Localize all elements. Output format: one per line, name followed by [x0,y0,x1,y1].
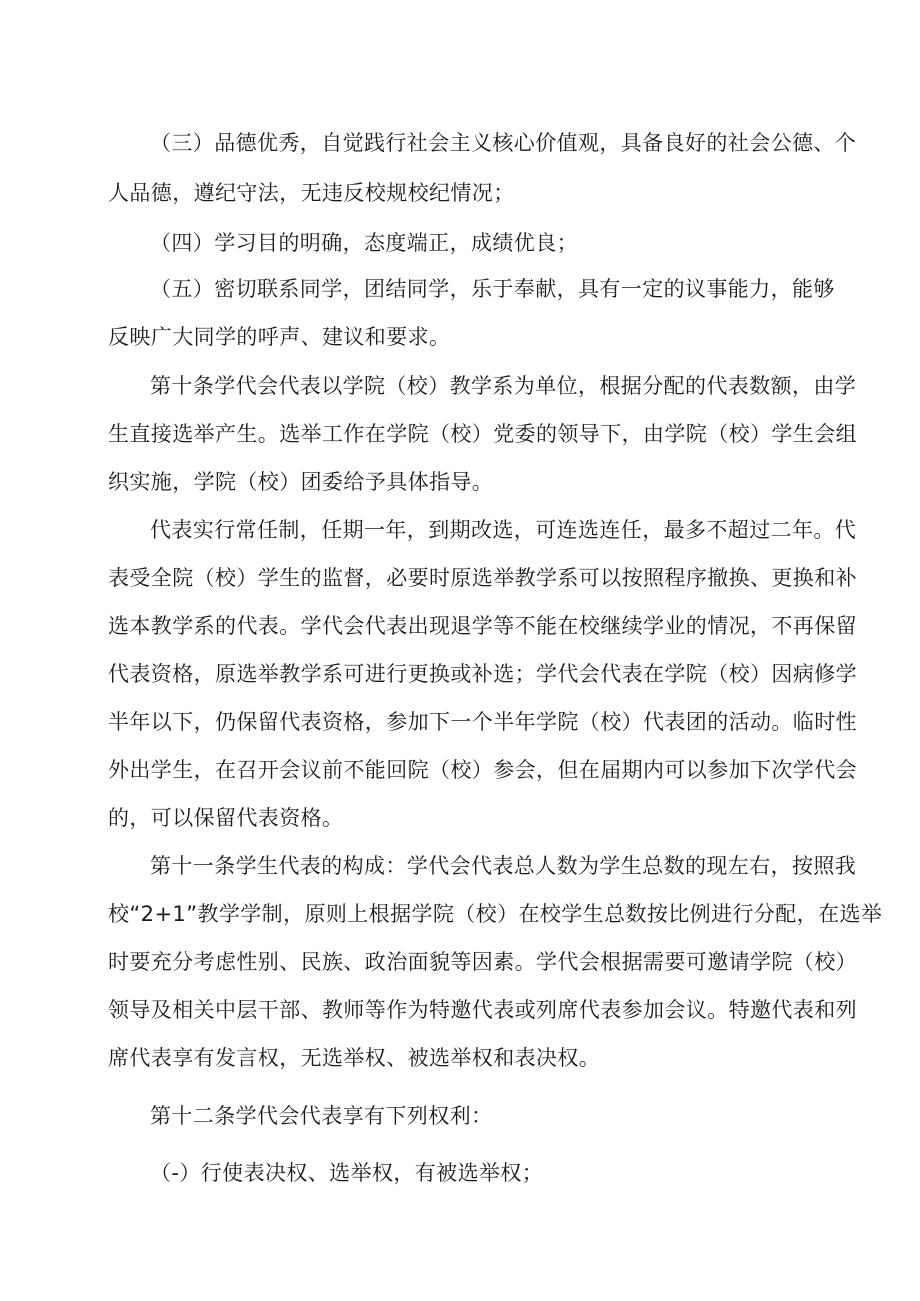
text-line: 表受全院（校）学生的监督，必要时原选举教学系可以按照程序撤换、更换和补 [108,566,857,590]
text-line: 外出学生，在召开会议前不能回院（校）参会，但在届期内可以参加下次学代会 [108,758,857,782]
text-line: 第十二条学代会代表享有下列权利： [150,1104,493,1128]
text-line: 人品德，遵纪守法，无违反校规校纪情况； [108,181,515,205]
text-line: 代表资格，原选举教学系可进行更换或补选；学代会代表在学院（校）因病修学 [108,662,857,686]
text-line: （三）品德优秀，自觉践行社会主义核心价值观，具备良好的社会公德、个 [150,131,857,155]
text-line: （-）行使表决权、选举权，有被选举权； [150,1161,544,1185]
text-line: 反映广大同学的呼声、建议和要求。 [108,325,451,349]
text-line: 选本教学系的代表。学代会代表出现退学等不能在校继续学业的情况，不再保留 [108,614,857,638]
text-line: 席代表享有发言权，无选举权、被选举权和表决权。 [108,1046,601,1070]
text-line: （五）密切联系同学，团结同学，乐于奉献，具有一定的议事能力，能够 [150,277,835,301]
text-line: （四）学习目的明确，态度端正，成绩优良； [150,231,578,255]
text-line: 领导及相关中层干部、教师等作为特邀代表或列席代表参加会议。特邀代表和列 [108,998,857,1022]
text-line: 校“2+1”教学学制，原则上根据学院（校）在校学生总数按比例进行分配，在选举 [108,902,883,926]
text-line: 第十一条学生代表的构成：学代会代表总人数为学生总数的现左右，按照我 [150,854,857,878]
text-line: 代表实行常任制，任期一年，到期改选，可连选连任，最多不超过二年。代 [150,518,857,542]
text-line: 第十条学代会代表以学院（校）教学系为单位，根据分配的代表数额，由学 [150,374,857,398]
text-line: 时要充分考虑性别、民族、政治面貌等因素。学代会根据需要可邀请学院（校） [108,950,857,974]
text-line: 的，可以保留代表资格。 [108,806,344,830]
text-line: 生直接选举产生。选举工作在学院（校）党委的领导下，由学院（校）学生会组 [108,422,857,446]
text-line: 半年以下，仍保留代表资格，参加下一个半年学院（校）代表团的活动。临时性 [108,710,857,734]
text-line: 织实施，学院（校）团委给予具体指导。 [108,470,494,494]
